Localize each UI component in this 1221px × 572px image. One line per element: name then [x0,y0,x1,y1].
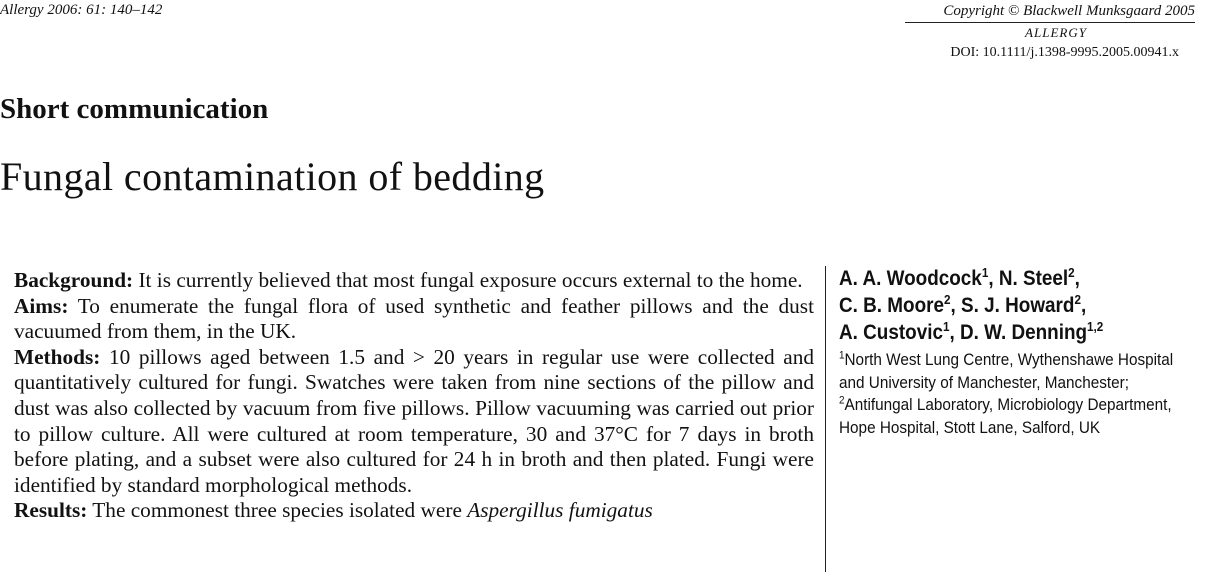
affiliation-text: Antifungal Laboratory, Microbiology Department, Hope Hospital, Stott Lane, Salford, UK [839,395,1172,437]
affiliation-text: North West Lung Centre, Wythenshawe Hospital and University of Manchester, Manchester; [839,350,1174,392]
results-text: The commonest three species isolated were [87,498,468,523]
affil-mark: 1 [839,349,845,362]
abstract-results [14,498,814,524]
affiliation-2 [839,394,1181,439]
abstract-methods [14,345,814,499]
aims-label: Aims: [14,293,69,318]
methods-text: 10 pillows aged between 1.5 and > 20 years in regular use were collected and quantitatively cultured for fungi. Swatches were taken from nine sections of the pillow and dust was also collected by vacuum from five pillows. Pillow vacuuming was carried out prior to pillow culture. All were cultured at room temperature, 30 and 37°C for 7 days in broth before plating, and a subset were also cultured for 24 h in broth and then plated. Fungi were identified by standard morphological methods. [14,344,814,497]
article-type: Short communication [0,93,269,125]
results-label: Results: [14,498,88,523]
abstract-background [14,268,814,294]
methods-label: Methods: [14,344,101,369]
author-line: C. B. Moore$^2$, S. J. Howard$^2$, [839,292,1087,317]
affil-mark: 2 [839,394,845,407]
abstract [14,268,814,524]
author-affil-mark: 2 [944,292,951,307]
aims-text: To enumerate the fungal flora of used synthetic and feather pillows and the dust vacuumed from them, in the UK. [14,293,814,344]
author-affil-mark: 1 [942,319,950,334]
author-affil-mark: 1 [981,265,989,280]
author-line: A. A. Woodcock$^1$, N. Steel$^2$, [839,265,1080,290]
doi-link[interactable]: DOI: 10.1111/j.1398-9995.2005.00941.x [950,45,1179,60]
author-name[interactable]: , S. J. Howard [950,294,1075,317]
author-name[interactable]: A. A. Woodcock [839,267,982,290]
affiliations [839,349,1181,439]
background-text: It is currently believed that most fungal exposure occurs external to the home. [133,268,803,292]
affiliation-1 [839,349,1181,394]
author-list [839,265,1172,346]
journal-citation: Allergy 2006: 61: 140–142 [0,2,163,18]
abstract-aims [14,294,814,345]
background-label: Background: [14,268,134,292]
results-species: Aspergillus fumigatus [467,498,653,523]
author-name[interactable]: A. Custovic [839,321,943,344]
article-title: Fungal contamination of bedding [0,154,545,199]
author-line [839,319,1172,346]
author-affil-mark: 1,2 [1087,319,1104,334]
column-divider [825,266,826,572]
copyright-block [905,2,1195,61]
author-name[interactable]: , D. W. Denning [949,321,1088,344]
copyright-notice: Copyright © Blackwell Munksgaard 2005 [905,3,1195,23]
author-affil-mark: 2 [1074,292,1081,307]
author-affil-mark: 2 [1068,265,1075,280]
journal-name: ALLERGY [1025,25,1087,40]
author-name[interactable]: C. B. Moore [839,294,945,317]
author-name[interactable]: , N. Steel [988,267,1069,290]
